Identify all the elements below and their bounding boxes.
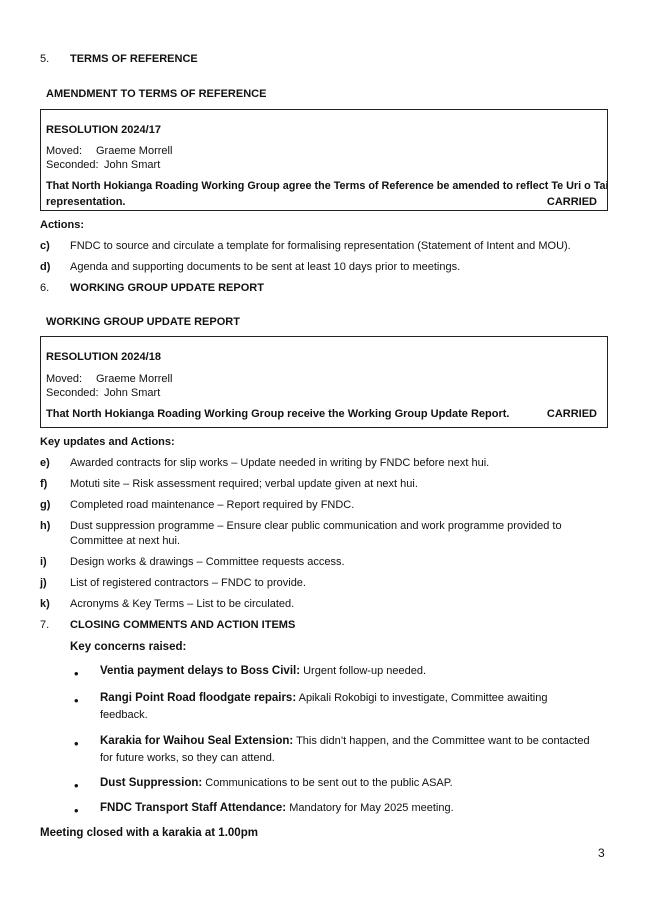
concern-bold: Ventia payment delays to Boss Civil: [100, 665, 301, 677]
resolution-text-cont: representation. [46, 196, 126, 208]
resolution-text: That North Hokianga Roading Working Group receive the Working Group Update Report. [46, 408, 510, 420]
item-label: i) [40, 556, 47, 568]
section-7-number: 7. [40, 619, 50, 631]
concern-text: Mandatory for May 2025 meeting. [286, 802, 454, 814]
resolution-box-2024-18 [40, 336, 608, 428]
action-text: FNDC to source and circulate a template for formalising representation (Statement of Intent and MOU). [70, 240, 571, 252]
section-5-number: 5. [40, 53, 50, 65]
item-text: Motuti site – Risk assessment required; verbal update given at next hui. [70, 478, 418, 490]
action-text: Agenda and supporting documents to be sent at least 10 days prior to meetings. [70, 261, 461, 273]
key-concerns-heading: Key concerns raised: [70, 641, 187, 653]
seconded-label: Seconded: [46, 387, 99, 399]
concern-text: Apikali Rokobigi to investigate, Committee awaiting [296, 692, 548, 704]
item-label: k) [40, 598, 50, 610]
seconded-name: John Smart [104, 387, 161, 399]
item-text: Acronyms & Key Terms – List to be circulated. [70, 598, 295, 610]
item-label: g) [40, 499, 51, 511]
bullet-icon: • [74, 666, 79, 681]
section-6-title: WORKING GROUP UPDATE REPORT [70, 282, 264, 294]
item-text: List of registered contractors – FNDC to provide. [70, 577, 306, 589]
item-text: Completed road maintenance – Report required by FNDC. [70, 499, 355, 511]
item-text-cont: Committee at next hui. [70, 535, 181, 547]
item-text: Design works & drawings – Committee requests access. [70, 556, 345, 568]
concern-bold: FNDC Transport Staff Attendance: [100, 802, 287, 814]
seconded-name: John Smart [104, 159, 161, 171]
concern-bold: Rangi Point Road floodgate repairs: [100, 692, 297, 704]
concern-text: Communications to be sent out to the public ASAP. [202, 777, 453, 789]
resolution-box-2024-17 [40, 109, 608, 211]
seconded-label: Seconded: [46, 159, 99, 171]
bullet-icon: • [74, 778, 79, 793]
concern-text-cont: feedback. [100, 709, 148, 721]
resolution-title: RESOLUTION 2024/17 [46, 124, 161, 136]
item-label: h) [40, 520, 51, 532]
item-text: Dust suppression programme – Ensure clear public communication and work programme provided to [70, 520, 562, 532]
resolution-text: That North Hokianga Roading Working Group agree the Terms of Reference be amended to reflect Te Uri o Tai [46, 180, 609, 192]
amendment-heading: AMENDMENT TO TERMS OF REFERENCE [46, 88, 267, 100]
moved-label: Moved: [46, 373, 83, 385]
key-updates-heading: Key updates and Actions: [40, 436, 175, 448]
meeting-closed: Meeting closed with a karakia at 1.00pm [40, 827, 258, 839]
update-heading: WORKING GROUP UPDATE REPORT [46, 316, 240, 328]
carried-status: CARRIED [546, 408, 597, 420]
item-label: f) [40, 478, 48, 490]
moved-name: Graeme Morrell [96, 145, 173, 157]
section-7-title: CLOSING COMMENTS AND ACTION ITEMS [70, 619, 296, 631]
moved-name: Graeme Morrell [96, 373, 173, 385]
bullet-icon: • [74, 803, 79, 818]
section-5-title: TERMS OF REFERENCE [70, 53, 198, 65]
concern-bold: Karakia for Waihou Seal Extension: [100, 735, 294, 747]
concern-text: This didn’t happen, and the Committee want to be contacted [293, 735, 590, 747]
bullet-icon: • [74, 736, 79, 751]
concern-text: Urgent follow-up needed. [300, 665, 427, 677]
item-label: j) [40, 577, 47, 589]
action-label: d) [40, 261, 51, 273]
concern-bold: Dust Suppression: [100, 777, 203, 789]
section-6-number: 6. [40, 282, 50, 294]
item-text: Awarded contracts for slip works – Update needed in writing by FNDC before next hui. [70, 457, 490, 469]
moved-label: Moved: [46, 145, 83, 157]
item-label: e) [40, 457, 50, 469]
resolution-title: RESOLUTION 2024/18 [46, 351, 161, 363]
page-number: 3 [598, 846, 605, 860]
action-label: c) [40, 240, 50, 252]
carried-status: CARRIED [546, 196, 597, 208]
actions-heading: Actions: [40, 219, 84, 231]
concern-text-cont: for future works, so they can attend. [100, 752, 275, 764]
bullet-icon: • [74, 693, 79, 708]
